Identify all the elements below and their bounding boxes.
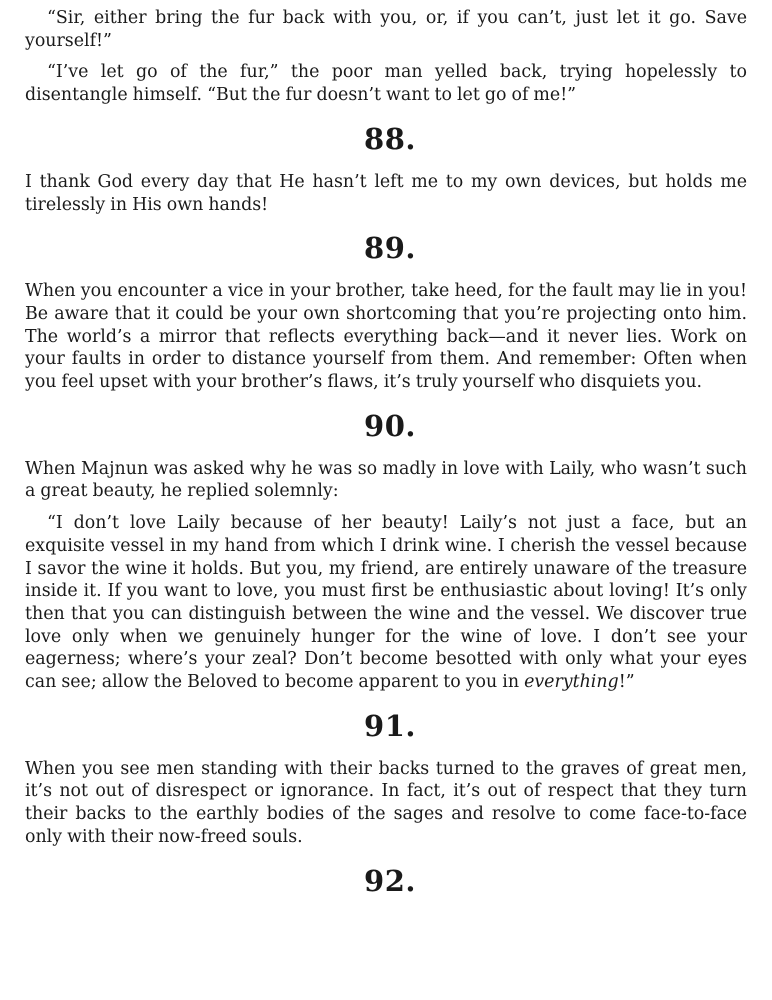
paragraph-fur-reply: “I’ve let go of the fur,” the poor man yelled back, trying hopelessly to disentangle himself. “But the fur doesn’t want to let go of me!” <box>25 62 747 106</box>
paragraph-fur-plea: “Sir, either bring the fur back with you, or, if you can’t, just let it go. Save yourself!” <box>25 8 747 51</box>
section-number-92: 92. <box>364 863 416 898</box>
quote-emphasis: everything <box>524 672 619 693</box>
paragraph-88: I thank God every day that He hasn’t left me to my own devices, but holds me tirelessly in His own hands! <box>25 171 747 215</box>
quote-tail: !” <box>618 672 635 693</box>
paragraph-89: When you encounter a vice in your brother, take heed, for the fault may lie in you! Be aware that it could be your own shortcoming that you’re projecting onto him. The world’s a mirror that reflects everything back—and it never lies. Work on your faults in order to distance yourself from them. And remember: Often when you feel upset with your brother’s flaws, it’s truly yourself who disquiets you. <box>25 281 747 393</box>
section-number-90: 90. <box>364 408 416 443</box>
book-page <box>25 0 747 1000</box>
section-number-91: 91. <box>364 708 416 743</box>
paragraph-90-intro: When Majnun was asked why he was so madly in love with Laily, who wasn’t such a great beauty, he replied solemnly: <box>25 458 747 502</box>
section-number-89: 89. <box>364 231 416 266</box>
quote-text: “I don’t love Laily because of her beauty! Laily’s not just a face, but an exquisite vessel in my hand from which I drink wine. I cherish the vessel because I savor the wine it holds. But you, my friend, are entirely unaware of the treasure inside it. If you want to love, you must first be enthusiastic about loving! It’s only then that you can distinguish between the wine and the vessel. We discover true love only when we genuinely hunger for the wine of love. I don’t see your eagerness; where’s your zeal? Don’t become besotted with only what your eyes can see; allow the Beloved to become apparent to you in <box>25 513 747 693</box>
paragraph-91: When you see men standing with their backs turned to the graves of great men, it’s not out of disrespect or ignorance. In fact, it’s out of respect that they turn their backs to the earthly bodies of the sages and resolve to come face-to-face only with their now-freed souls. <box>25 758 747 847</box>
section-number-88: 88. <box>364 121 416 156</box>
paragraph-90-quote <box>25 512 747 694</box>
